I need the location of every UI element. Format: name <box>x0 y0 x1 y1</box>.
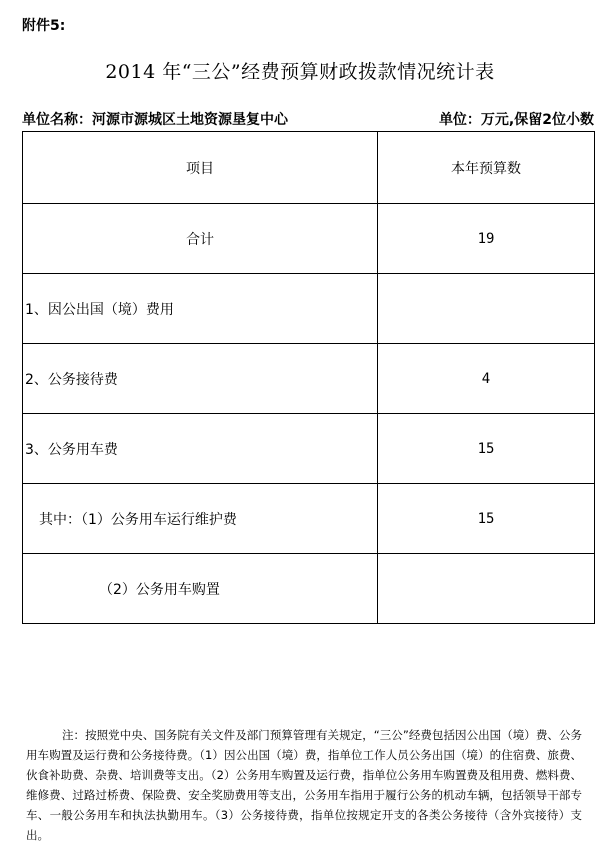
unit-info-row <box>22 109 594 131</box>
row-value: 4 <box>378 344 595 414</box>
row-value <box>378 554 595 624</box>
unit-of-measure: 单位：万元,保留2位小数 <box>438 112 594 128</box>
row-item-label: （2）公务用车购置 <box>23 554 378 624</box>
table-row-vehicle-maintenance <box>23 484 595 554</box>
unit-name: 单位名称：河源市源城区土地资源垦复中心 <box>22 112 288 128</box>
page-title: 2014 年“三公”经费预算财政拨款情况统计表 <box>105 61 495 83</box>
header-item: 项目 <box>23 132 378 204</box>
row-item-label: 合计 <box>23 204 378 274</box>
table-row-vehicle-purchase <box>23 554 595 624</box>
row-item-label: 1、因公出国（境）费用 <box>23 274 378 344</box>
row-value: 15 <box>378 484 595 554</box>
budget-table <box>22 131 595 624</box>
row-item-label: 2、公务接待费 <box>23 344 378 414</box>
table-row-reception <box>23 344 595 414</box>
table-row-total <box>23 204 595 274</box>
table-row-vehicle <box>23 414 595 484</box>
attachment-label: 附件5: <box>22 18 66 34</box>
row-value <box>378 274 595 344</box>
table-header-row <box>23 132 595 204</box>
table-row-overseas <box>23 274 595 344</box>
footnote: 注：按照党中央、国务院有关文件及部门预算管理有关规定，“三公”经费包括因公出国（境）费、公务用车购置及运行费和公务接待费。（1）因公出国（境）费，指单位工作人员公务出国（境）的住宿费、旅费、伙食补助费、杂费、培训费等支出。（2）公务用车购置及运行费，指单位公务用车购置费及租用费、燃料费、维修费、过路过桥费、保险费、安全奖励费用等支出，公务用车指用于履行公务的机动车辆，包括领导干部专车、一般公务用车和执法执勤用车。（3）公务接待费，指单位按规定开支的各类公务接待（含外宾接待）支出。 <box>26 728 582 842</box>
row-item-label: 3、公务用车费 <box>23 414 378 484</box>
row-value: 19 <box>378 204 595 274</box>
row-value: 15 <box>378 414 595 484</box>
header-budget: 本年预算数 <box>378 132 595 204</box>
row-item-label: 其中：（1）公务用车运行维护费 <box>23 484 378 554</box>
